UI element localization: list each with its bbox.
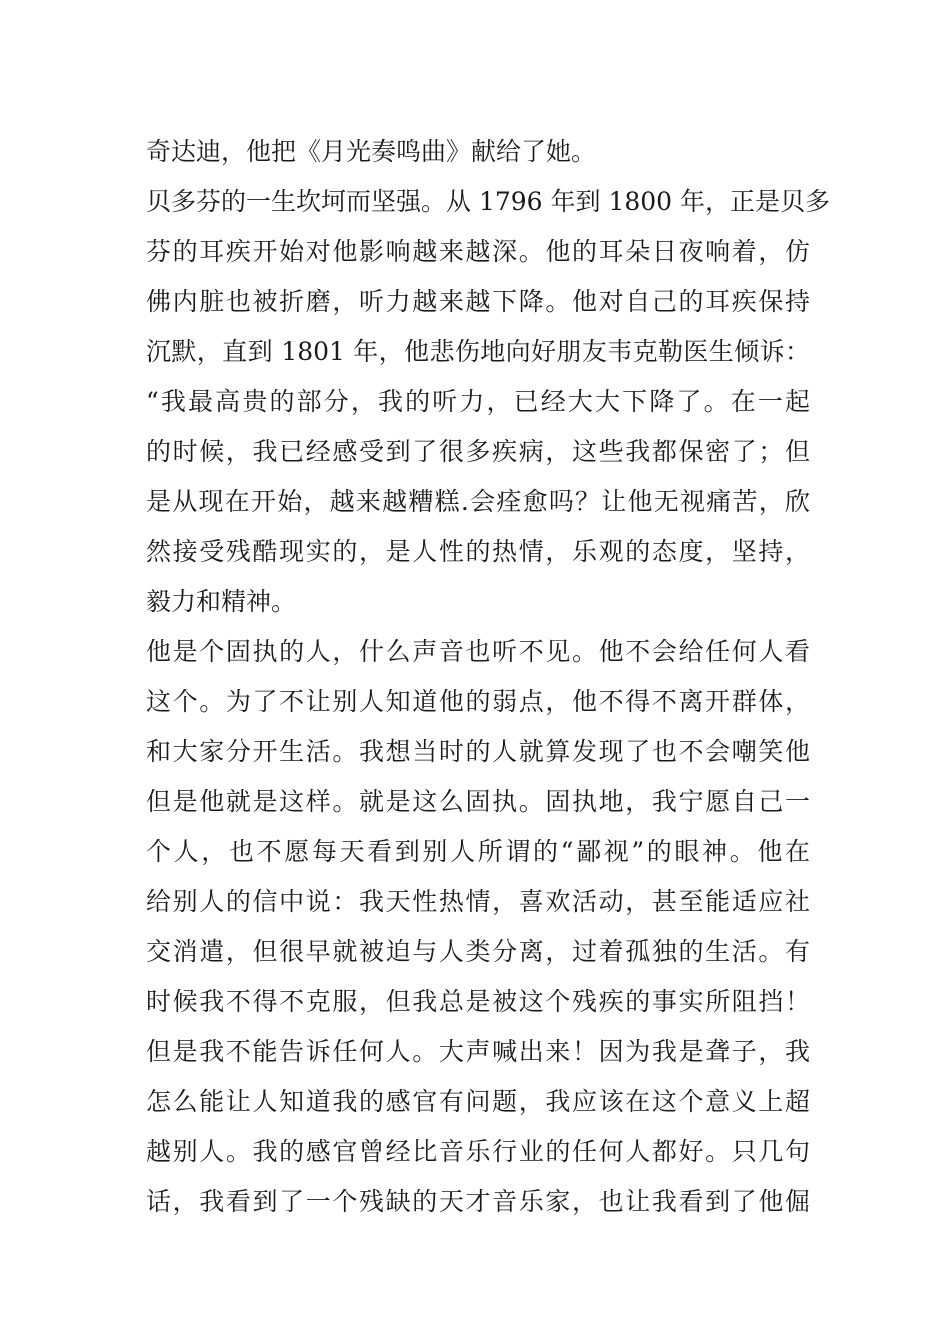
text-line: “我最高贵的部分，我的听力，已经大大下降了。在一起 (146, 387, 810, 416)
text-line: 越别人。我的感官曾经比音乐行业的任何人都好。只几句 (146, 1137, 810, 1166)
text-line: 然接受残酷现实的，是人性的热情，乐观的态度，坚持， (146, 537, 810, 566)
text-line: 佛内脏也被折磨，听力越来越下降。他对自己的耳疾保持 (146, 287, 810, 316)
text-line: 这个。为了不让别人知道他的弱点，他不得不离开群体， (146, 687, 810, 716)
text-line: 和大家分开生活。我想当时的人就算发现了也不会嘲笑他 (146, 737, 810, 766)
text-line: 但是我不能告诉任何人。大声喊出来！因为我是聋子，我 (146, 1037, 810, 1066)
text-line: 但是他就是这样。就是这么固执。固执地，我宁愿自己一 (146, 787, 810, 816)
text-line: 是从现在开始，越来越糟糕.会痊愈吗？让他无视痛苦，欣 (146, 487, 810, 516)
text-line: 他是个固执的人，什么声音也听不见。他不会给任何人看 (146, 637, 810, 666)
text-line: 奇达迪，他把《月光奏鸣曲》献给了她。 (146, 137, 597, 166)
text-line: 怎么能让人知道我的感官有问题，我应该在这个意义上超 (146, 1087, 810, 1116)
text-line: 贝多芬的一生坎坷而坚强。从 1796 年到 1800 年，正是贝多 (146, 187, 831, 216)
text-line: 芬的耳疾开始对他影响越来越深。他的耳朵日夜响着，仿 (146, 237, 810, 266)
text-line: 话，我看到了一个残缺的天才音乐家，也让我看到了他倔 (146, 1187, 810, 1216)
text-line: 交消遣，但很早就被迫与人类分离，过着孤独的生活。有 (146, 937, 810, 966)
text-line: 个人，也不愿每天看到别人所谓的“鄙视”的眼神。他在 (146, 837, 810, 866)
text-line: 沉默，直到 1801 年，他悲伤地向好朋友韦克勒医生倾诉： (146, 337, 810, 366)
text-line: 毅力和精神。 (146, 587, 297, 616)
text-line: 给别人的信中说：我天性热情，喜欢活动，甚至能适应社 (146, 887, 810, 916)
text-line: 的时候，我已经感受到了很多疾病，这些我都保密了；但 (146, 437, 810, 466)
text-line: 时候我不得不克服，但我总是被这个残疾的事实所阻挡！ (146, 987, 810, 1016)
